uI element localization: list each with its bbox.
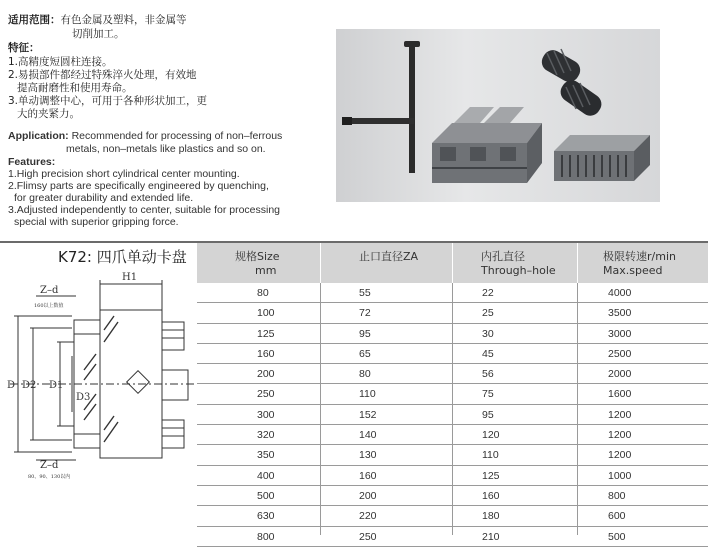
header-max-speed-line1: 极限转速r/min: [603, 250, 676, 263]
cell-max-speed: 4000: [608, 287, 632, 299]
cell-size: 800: [257, 530, 275, 543]
cell-through-hole: 110: [482, 449, 499, 462]
cell-spigot-diameter: 110: [359, 388, 376, 401]
feature-en-2b: for greater durability and extended life.: [14, 192, 194, 204]
cell-max-speed: 3500: [608, 307, 632, 320]
application-en: [8, 130, 282, 142]
feature-cn-3b: 大的夹紧力。: [17, 108, 80, 120]
cell-spigot-diameter: 65: [359, 347, 371, 360]
header-spigot-line1: 止口直径ZA: [359, 250, 419, 263]
cell-size: 80: [257, 287, 269, 299]
cell-size: 125: [257, 327, 275, 340]
header-size-line1: 规格Size: [235, 250, 280, 263]
wrench-cap: [404, 41, 420, 47]
cell-through-hole: 120: [482, 429, 500, 442]
table-row: [197, 466, 708, 486]
cell-through-hole: 160: [482, 489, 500, 502]
cell-max-speed: 1200: [608, 449, 632, 462]
features-label-cn: 特征：: [8, 42, 40, 54]
label-zd-bottom: Z–d: [40, 460, 59, 471]
cell-through-hole: 95: [482, 408, 494, 421]
cell-through-hole: 22: [482, 287, 494, 299]
table-row: [197, 344, 708, 364]
feature-cn-2: 2.易损部件都经过特殊淬火处理，有效地: [8, 69, 197, 81]
cell-max-speed: 3000: [608, 327, 632, 340]
table-row: [197, 324, 708, 344]
cell-max-speed: 1000: [608, 469, 632, 482]
cell-size: 350: [257, 449, 275, 462]
cell-max-speed: 1600: [608, 388, 632, 401]
cell-max-speed: 1200: [608, 408, 632, 421]
header-size: [197, 243, 320, 283]
label-d1: D1: [49, 380, 64, 391]
label-zd-top: Z–d: [40, 285, 59, 296]
header-through-hole: [453, 243, 577, 283]
cell-through-hole: 25: [482, 307, 494, 320]
table-row: [197, 303, 708, 323]
screws: [538, 46, 605, 119]
cell-spigot-diameter: 220: [359, 510, 377, 523]
scope-cn: [8, 14, 187, 27]
scope-label-cn: 适用范围：: [8, 14, 61, 26]
cell-max-speed: 600: [608, 510, 626, 523]
cell-max-speed: 800: [608, 489, 626, 502]
wrench-tip: [342, 117, 352, 125]
cell-size: 500: [257, 489, 275, 502]
cell-through-hole: 210: [482, 530, 500, 543]
wrench-shaft: [409, 43, 415, 173]
table-row: [197, 486, 708, 506]
product-photo-illustration: [336, 29, 660, 202]
feature-cn-1: 1.高精度短圆柱连接。: [8, 56, 113, 68]
cell-through-hole: 56: [482, 368, 494, 381]
jaw-set: [432, 107, 542, 183]
product-title: K72: 四爪单动卡盘: [58, 248, 187, 266]
label-d2: D2: [22, 380, 37, 391]
cell-max-speed: 1200: [608, 429, 632, 442]
cell-size: 100: [257, 307, 275, 320]
feature-cn-2b: 提高耐磨性和使用寿命。: [17, 82, 133, 94]
header-size-line2: mm: [255, 264, 277, 277]
cell-through-hole: 180: [482, 510, 500, 523]
cell-size: 300: [257, 408, 275, 421]
feature-en-1: 1.High precision short cylindrical center mounting.: [8, 168, 240, 180]
cell-through-hole: 125: [482, 469, 500, 482]
header-through-hole-line1: 内孔直径: [481, 250, 525, 263]
technical-drawing: [0, 270, 197, 490]
cell-spigot-diameter: 95: [359, 327, 371, 340]
cell-size: 160: [257, 347, 275, 360]
screw-2: [557, 76, 606, 119]
application-line2-en: metals, non–metals like plastics and so on.: [66, 143, 266, 155]
product-photo: [336, 29, 660, 202]
feature-en-2: 2.Flimsy parts are specifically engineered by quenching,: [8, 180, 269, 192]
cell-spigot-diameter: 200: [359, 489, 377, 502]
header-max-speed-line2: Max.speed: [603, 264, 663, 277]
cell-spigot-diameter: 250: [359, 530, 377, 543]
table-row: [197, 405, 708, 425]
cell-spigot-diameter: 160: [359, 469, 377, 482]
label-zd-bottom-sub: 80、90、130以内: [28, 474, 71, 480]
jaw-slot-3: [500, 147, 516, 161]
cell-spigot-diameter: 152: [359, 408, 377, 421]
table-row: [197, 384, 708, 404]
header-through-hole-line2: Through–hole: [481, 264, 556, 277]
cell-through-hole: 30: [482, 327, 494, 340]
table-row: [197, 283, 708, 303]
cell-size: 200: [257, 368, 275, 381]
scope-line2-cn: 切削加工。: [72, 28, 125, 40]
label-h1: H1: [122, 272, 138, 283]
application-label-en: Application:: [8, 130, 69, 142]
feature-en-3b: special with superior gripping force.: [14, 216, 179, 228]
cell-spigot-diameter: 55: [359, 287, 371, 299]
label-zd-top-sub: 160以上数值: [34, 303, 64, 309]
jaw-line: [432, 167, 527, 169]
wrench-handle: [344, 118, 414, 124]
feature-en-3: 3.Adjusted independently to center, suitable for processing: [8, 204, 281, 216]
single-jaw: [554, 135, 650, 181]
scope-line1-cn: 有色金属及塑料，非金属等: [60, 14, 187, 26]
table-row: [197, 445, 708, 465]
cell-spigot-diameter: 130: [359, 449, 377, 462]
cell-spigot-diameter: 80: [359, 368, 371, 381]
cell-size: 400: [257, 469, 275, 482]
cell-spigot-diameter: 140: [359, 429, 377, 442]
cell-size: 630: [257, 510, 275, 523]
table-row: [197, 364, 708, 384]
cell-size: 320: [257, 429, 275, 442]
cell-max-speed: 2000: [608, 368, 632, 381]
cell-size: 250: [257, 388, 275, 401]
cell-through-hole: 75: [482, 388, 494, 401]
table-row: [197, 506, 708, 526]
jaw-slot-1: [440, 147, 456, 161]
feature-cn-3: 3.单动调整中心，可用于各种形状加工，更: [8, 95, 208, 107]
cell-through-hole: 45: [482, 347, 494, 360]
cell-max-speed: 2500: [608, 347, 632, 360]
features-label-en: Features:: [8, 156, 56, 168]
table-row: [197, 527, 708, 547]
jaw-base-top: [432, 123, 542, 143]
cell-max-speed: 500: [608, 530, 626, 543]
application-line1-en: Recommended for processing of non–ferrous: [71, 130, 283, 142]
header-max-speed: [578, 243, 708, 283]
spec-table-body: [197, 283, 708, 547]
jaw-slot-2: [470, 147, 486, 161]
header-spigot: [321, 243, 452, 283]
cell-spigot-diameter: 72: [359, 307, 371, 320]
label-d: D: [7, 380, 16, 391]
label-d3: D3: [76, 392, 91, 403]
table-row: [197, 425, 708, 445]
